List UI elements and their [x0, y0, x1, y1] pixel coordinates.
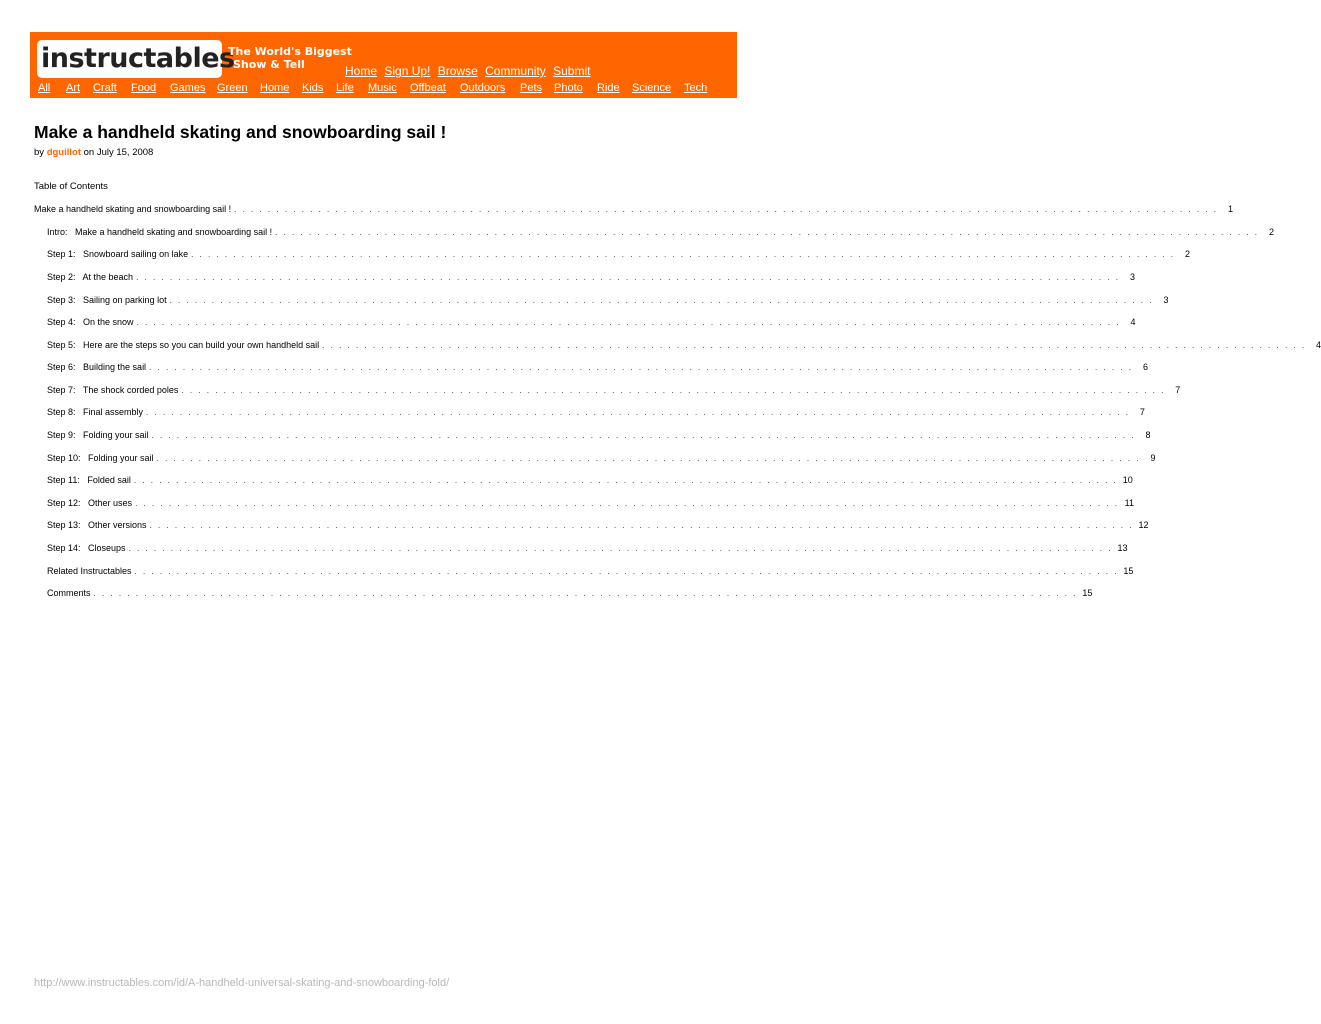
toc-leader-dots: . . . . . . . . . . . . . . . . . . . . . . . . . . . . . . . . . . . . . . . . . . . . . . . . . . . . . . . . . . . . . . . . . . . . . . . . . . . . . . . . . . . . . . . . . . . . . . . . . . . . . . . . . . . . . . . . . . . . .: [234, 205, 1219, 214]
toc-leader-dots: . . . . . . . . . . . . . . . . . . . . . . . . . . . . . . . . . . . . . . . . . . . . . . . . . . . . . . . . . . . . . . . . . . . . . . . . . . . . . . . . . . . . . . . . . . . . . . . . . . . . . . . . . . . . . . . . . . . . .: [181, 386, 1166, 395]
toc-entry[interactable]: [47, 520, 1149, 534]
toc-entry-page: 3: [1163, 295, 1169, 305]
toc-entry[interactable]: [47, 227, 1275, 241]
toc-entry-label: Step 9: Folding your sail: [47, 430, 149, 440]
toc-entry-label: Step 4: On the snow: [47, 317, 134, 327]
category-outdoors[interactable]: Outdoors: [460, 82, 506, 94]
toc-entry-page: 7: [1175, 385, 1181, 395]
toc-entry-label: Step 3: Sailing on parking lot: [47, 295, 167, 305]
toc-leader-dots: . . . . . . . . . . . . . . . . . . . . . . . . . . . . . . . . . . . . . . . . . . . . . . . . . . . . . . . . . . . . . . . . . . . . . . . . . . . . . . . . . . . . . . . . . . . . . . . . . . . . . . . . . . . . . . . . . . . . .: [136, 318, 1121, 327]
toc-entry-page: 11: [1124, 498, 1134, 508]
nav-home-link[interactable]: Home: [345, 64, 378, 78]
category-ride[interactable]: Ride: [597, 82, 620, 94]
toc-entry-label: Step 11: Folded sail: [47, 475, 131, 485]
toc-entry[interactable]: [47, 272, 1135, 286]
nav-browse-link[interactable]: Browse: [437, 64, 478, 78]
toc-entry[interactable]: [47, 588, 1093, 602]
category-green[interactable]: Green: [217, 82, 248, 94]
category-food[interactable]: Food: [131, 82, 157, 94]
toc-entry[interactable]: [47, 407, 1145, 421]
toc-entry-page: 4: [1130, 317, 1136, 327]
toc-entry[interactable]: [47, 295, 1169, 309]
logo-text: instructables: [41, 43, 235, 74]
toc-entry-page: 15: [1082, 588, 1093, 598]
toc-entry-label: Related Instructables: [47, 566, 132, 576]
toc-leader-dots: . . . . . . . . . . . . . . . . . . . . . . . . . . . . . . . . . . . . . . . . . . . . . . . . . . . . . . . . . . . . . . . . . . . . . . . . . . . . . . . . . . . . . . . . . . . . . . . . . . . . . . . . . . . . . . . . . . . . .: [322, 341, 1307, 350]
toc-leader-dots: . . . . . . . . . . . . . . . . . . . . . . . . . . . . . . . . . . . . . . . . . . . . . . . . . . . . . . . . . . . . . . . . . . . . . . . . . . . . . . . . . . . . . . . . . . . . . . . . . . . . . . . . . . . . . . . . . . . . .: [146, 408, 1130, 417]
toc-entry-label: Step 2: At the beach: [47, 272, 134, 282]
toc-entry-page: 1: [1228, 204, 1234, 214]
toc-entry-label: Step 8: Final assembly: [47, 407, 144, 417]
category-photo[interactable]: Photo: [554, 82, 583, 94]
toc-leader-dots: . . . . . . . . . . . . . . . . . . . . . . . . . . . . . . . . . . . . . . . . . . . . . . . . . . . . . . . . . . . . . . . . . . . . . . . . . . . . . . . . . . . . . . . . . . . . . . . . . . . . . . . . . . . . . . . . . . . . .: [128, 544, 1113, 553]
category-music[interactable]: Music: [368, 82, 397, 94]
toc-entry[interactable]: [47, 362, 1148, 376]
toc-entry-page: 15: [1123, 566, 1134, 576]
toc-entry[interactable]: [47, 249, 1190, 263]
toc-entry[interactable]: [47, 385, 1181, 399]
toc-entry[interactable]: [47, 340, 1321, 354]
toc-entry[interactable]: [47, 566, 1134, 580]
toc-entry-label: Step 14: Closeups: [47, 543, 126, 553]
category-life[interactable]: Life: [336, 82, 354, 94]
toc-entry-page: 12: [1138, 520, 1149, 530]
top-nav: [345, 64, 594, 78]
tagline-line-2: Show & Tell: [233, 58, 305, 71]
toc-entry-page: 4: [1316, 340, 1321, 350]
toc-entry[interactable]: [47, 453, 1156, 467]
toc-entry[interactable]: [34, 204, 1234, 218]
footer-url[interactable]: http://www.instructables.com/id/A-handheld-universal-skating-and-snowboarding-fold/: [34, 977, 450, 989]
toc-entry-label: Comments: [47, 588, 91, 598]
site-header-banner: [30, 32, 737, 98]
category-offbeat[interactable]: Offbeat: [410, 82, 446, 94]
nav-community-link[interactable]: Community: [485, 64, 546, 78]
toc-entry[interactable]: [47, 475, 1133, 489]
toc-leader-dots: . . . . . . . . . . . . . . . . . . . . . . . . . . . . . . . . . . . . . . . . . . . . . . . . . . . . . . . . . . . . . . . . . . . . . . . . . . . . . . . . . . . . . . . . . . . . . . . . . . . . . . . . . . . . . . . . . . . . .: [136, 273, 1120, 282]
author-link[interactable]: dguillot: [46, 147, 81, 158]
toc-entry-label: Step 1: Snowboard sailing on lake: [47, 249, 189, 259]
toc-entry-page: 2: [1184, 249, 1190, 259]
category-craft[interactable]: Craft: [93, 82, 117, 94]
category-art[interactable]: Art: [66, 82, 81, 94]
toc-leader-dots: . . . . . . . . . . . . . . . . . . . . . . . . . . . . . . . . . . . . . . . . . . . . . . . . . . . . . . . . . . . . . . . . . . . . . . . . . . . . . . . . . . . . . . . . . . . . . . . . . . . . . . . . . . . . . . . . . . . . .: [133, 476, 1118, 485]
toc-leader-dots: . . . . . . . . . . . . . . . . . . . . . . . . . . . . . . . . . . . . . . . . . . . . . . . . . . . . . . . . . . . . . . . . . . . . . . . . . . . . . . . . . . . . . . . . . . . . . . . . . . . . . . . . . . . . . . . . . . . . .: [149, 521, 1134, 530]
page-title: Make a handheld skating and snowboarding sail !: [34, 122, 447, 142]
toc-leader-dots: . . . . . . . . . . . . . . . . . . . . . . . . . . . . . . . . . . . . . . . . . . . . . . . . . . . . . . . . . . . . . . . . . . . . . . . . . . . . . . . . . . . . . . . . . . . . . . . . . . . . . . . . . . . . . . . . . . . . .: [275, 228, 1260, 237]
toc-leader-dots: . . . . . . . . . . . . . . . . . . . . . . . . . . . . . . . . . . . . . . . . . . . . . . . . . . . . . . . . . . . . . . . . . . . . . . . . . . . . . . . . . . . . . . . . . . . . . . . . . . . . . . . . . . . . . . . . . . . . .: [135, 499, 1119, 508]
toc-entry-label: Step 13: Other versions: [47, 520, 147, 530]
site-logo[interactable]: [37, 40, 235, 78]
toc-leader-dots: . . . . . . . . . . . . . . . . . . . . . . . . . . . . . . . . . . . . . . . . . . . . . . . . . . . . . . . . . . . . . . . . . . . . . . . . . . . . . . . . . . . . . . . . . . . . . . . . . . . . . . . . . . . . . . . . . . . . .: [169, 296, 1154, 305]
category-science[interactable]: Science: [632, 82, 672, 94]
tagline: [228, 45, 352, 71]
byline-by: by: [34, 147, 45, 158]
byline: [34, 147, 153, 158]
publish-date: on July 15, 2008: [83, 147, 154, 158]
toc-entry[interactable]: [47, 317, 1136, 331]
toc-leader-dots: . . . . . . . . . . . . . . . . . . . . . . . . . . . . . . . . . . . . . . . . . . . . . . . . . . . . . . . . . . . . . . . . . . . . . . . . . . . . . . . . . . . . . . . . . . . . . . . . . . . . . . . . . . . . . . . . . . . . .: [134, 567, 1119, 576]
toc-entry-label: Step 5: Here are the steps so you can build your own handheld sail: [47, 340, 320, 350]
toc-entry-label: Step 10: Folding your sail: [47, 453, 154, 463]
toc-entry-page: 2: [1269, 227, 1275, 237]
toc-leader-dots: . . . . . . . . . . . . . . . . . . . . . . . . . . . . . . . . . . . . . . . . . . . . . . . . . . . . . . . . . . . . . . . . . . . . . . . . . . . . . . . . . . . . . . . . . . . . . . . . . . . . . . . . . . . . . . . . . . . . .: [191, 250, 1175, 259]
category-tech[interactable]: Tech: [684, 82, 708, 94]
toc-entry[interactable]: [47, 543, 1128, 557]
nav-signup-link[interactable]: Sign Up!: [384, 64, 431, 78]
toc-entry-label: Step 6: Building the sail: [47, 362, 147, 372]
toc-entry-label: Intro: Make a handheld skating and snowboarding sail !: [47, 227, 273, 237]
nav-submit-link[interactable]: Submit: [553, 64, 591, 78]
toc-leader-dots: . . . . . . . . . . . . . . . . . . . . . . . . . . . . . . . . . . . . . . . . . . . . . . . . . . . . . . . . . . . . . . . . . . . . . . . . . . . . . . . . . . . . . . . . . . . . . . . . . . . . . . . . . . . . . . . . . . . . .: [156, 454, 1141, 463]
category-games[interactable]: Games: [170, 82, 206, 94]
toc-entry-page: 9: [1150, 453, 1156, 463]
toc-title: Table of Contents: [34, 181, 108, 192]
toc-leader-dots: . . . . . . . . . . . . . . . . . . . . . . . . . . . . . . . . . . . . . . . . . . . . . . . . . . . . . . . . . . . . . . . . . . . . . . . . . . . . . . . . . . . . . . . . . . . . . . . . . . . . . . . . . . . . . . . . . . . . .: [151, 431, 1136, 440]
toc-entry-page: 8: [1145, 430, 1151, 440]
toc-entry-label: Step 12: Other uses: [47, 498, 133, 508]
toc-entry[interactable]: [47, 430, 1151, 444]
category-pets[interactable]: Pets: [520, 82, 543, 94]
toc-entry-label: Make a handheld skating and snowboarding sail !: [34, 204, 232, 214]
toc-leader-dots: . . . . . . . . . . . . . . . . . . . . . . . . . . . . . . . . . . . . . . . . . . . . . . . . . . . . . . . . . . . . . . . . . . . . . . . . . . . . . . . . . . . . . . . . . . . . . . . . . . . . . . . . . . . . . . . . . . . . .: [93, 589, 1078, 598]
category-kids[interactable]: Kids: [302, 82, 324, 94]
category-all[interactable]: All: [38, 82, 51, 94]
toc-entry-page: 7: [1139, 407, 1145, 417]
toc-entry-page: 6: [1142, 362, 1148, 372]
toc-entry-page: 10: [1122, 475, 1133, 485]
toc-entry-page: 13: [1117, 543, 1128, 553]
category-home[interactable]: Home: [260, 82, 290, 94]
toc-entry[interactable]: [47, 498, 1134, 512]
toc-entry-page: 3: [1129, 272, 1135, 282]
toc-entry-label: Step 7: The shock corded poles: [47, 385, 179, 395]
tagline-line-1: The World's Biggest: [228, 45, 352, 58]
toc-leader-dots: . . . . . . . . . . . . . . . . . . . . . . . . . . . . . . . . . . . . . . . . . . . . . . . . . . . . . . . . . . . . . . . . . . . . . . . . . . . . . . . . . . . . . . . . . . . . . . . . . . . . . . . . . . . . . . . . . . . . .: [149, 363, 1133, 372]
